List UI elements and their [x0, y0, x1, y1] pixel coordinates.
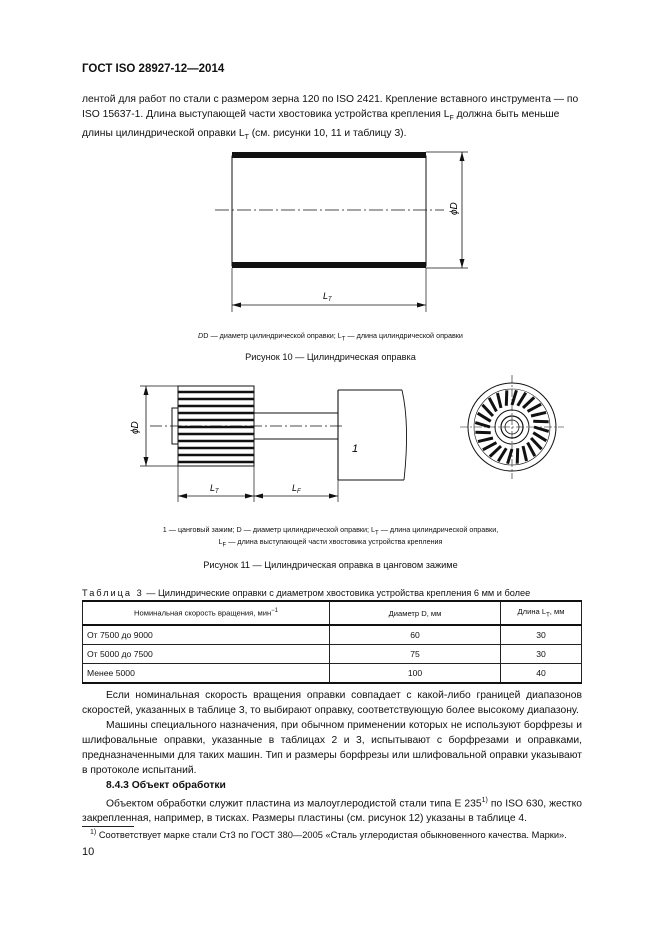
wheel-tooth [528, 443, 535, 457]
footnote-separator [82, 826, 134, 827]
wheel-tooth [512, 390, 516, 405]
footnote: $^{1)}$ Соответствует марке стали Ст3 по ГОСТ 380—2005 «Сталь углеродистая обыкновенного качества. Марки». [90, 829, 567, 841]
table3-col-speed: Номинальная скорость вращения, мин$^{-1}$ [83, 601, 330, 625]
table-row: От 5000 до 7500 75 30 [83, 645, 582, 664]
figure11-diameter-label: ϕD [130, 421, 141, 434]
wheel-tooth [523, 397, 534, 408]
wheel-tooth [482, 405, 493, 416]
wheel-tooth [533, 433, 546, 441]
paragraph-special-machines: Машины специального назначения, при обычном применении которых не используют борфрезы и шлифовальные оправки, указанные в таблицах 2 и 3, испытывают с борфрезами и оправками, предназначенными для таких машин. Тип и размеры борфрезы или шлифовальной оправки указывают в протоколе испытаний. [82, 720, 582, 776]
wheel-tooth [498, 448, 506, 461]
table3-col-length: Длина $L_T$, мм [501, 601, 582, 625]
wheel-tooth [523, 446, 527, 461]
paragraph-range-boundary: Если номинальная скорость вращения оправки совпадает с какой-либо границей диапазонов скоростей, указанных в таблице 3, то выбирают оправку, соответствующую более высокому диапазону. [82, 690, 582, 716]
standard-header: ГОСТ ISO 28927-12—2014 [82, 63, 225, 75]
figure11-drawing [0, 370, 661, 510]
wheel-tooth [478, 413, 491, 421]
figure11-title: Рисунок 11 — Цилиндрическая оправка в цанговом зажиме [203, 560, 458, 570]
wheel-tooth [497, 393, 501, 408]
figure11-legend-line1: 1 — цанговый зажим; D — диаметр цилиндрической оправки; $L_T$ — длина цилиндрической оправки, [162, 525, 499, 537]
table3-caption: Таблица 3 — Цилиндрические оправки с диаметром хвостовика устройства крепления 6 мм и более [82, 588, 531, 598]
wheel-tooth [518, 393, 526, 406]
body-text [82, 688, 582, 826]
figure11-lf-label: $L_F$ [292, 483, 301, 495]
figure11-collet-label: 1 [352, 443, 359, 455]
wheel-tooth [528, 404, 542, 411]
figure11-lt-label: $L_T$ [210, 483, 219, 495]
section-heading-8-4-3: 8.4.3 Объект обработки [106, 780, 226, 791]
table3-col-diameter: Диаметр D, мм [330, 601, 501, 625]
figure10-legend: DD — диаметр цилиндрической оправки; $L_T$ — длина цилиндрической оправки [198, 331, 463, 343]
figure10-title: Рисунок 10 — Цилиндрическая оправка [245, 352, 416, 362]
intro-paragraph: лентой для работ по стали с размером зерна 120 по ISO 2421. Крепление вставного инструмента — по ISO 15637-1. Длина выступающей части хвостовика устройства крепления $L_F$ должна быть меньше длины цилиндрической оправки $L_T$ (см. рисунки 10, 11 и таблицу 3). [82, 94, 579, 142]
wheel-tooth [490, 446, 501, 457]
table-row: От 7500 до 9000 60 30 [83, 625, 582, 645]
wheel-tooth [531, 438, 542, 449]
figure10-diameter-label: ϕD [449, 202, 460, 215]
figure11-end-view [460, 375, 564, 479]
table3 [82, 600, 582, 684]
paragraph-workpiece: Объектом обработки служит пластина из малоуглеродистой стали типа E 235$^{1)}$ по ISO 630, жестко закрепленная, например, в тисках. Размеры пластины (см. рисунок 12) указаны в таблице 4. [82, 797, 582, 825]
wheel-tooth [531, 412, 546, 416]
wheel-tooth [483, 443, 497, 450]
figure10-drawing [0, 0, 661, 343]
table-row: Менее 5000 100 40 [83, 664, 582, 684]
wheel-tooth [478, 438, 493, 442]
wheel-tooth [475, 423, 490, 427]
wheel-tooth [489, 398, 496, 412]
figure11-legend-line2: $L_F$ — длина выступающей части хвостовика устройства крепления [218, 537, 443, 549]
wheel-tooth [508, 449, 512, 464]
wheel-tooth [534, 427, 549, 431]
page-number: 10 [82, 846, 95, 858]
figure10-length-label: $L_T$ [323, 291, 332, 303]
